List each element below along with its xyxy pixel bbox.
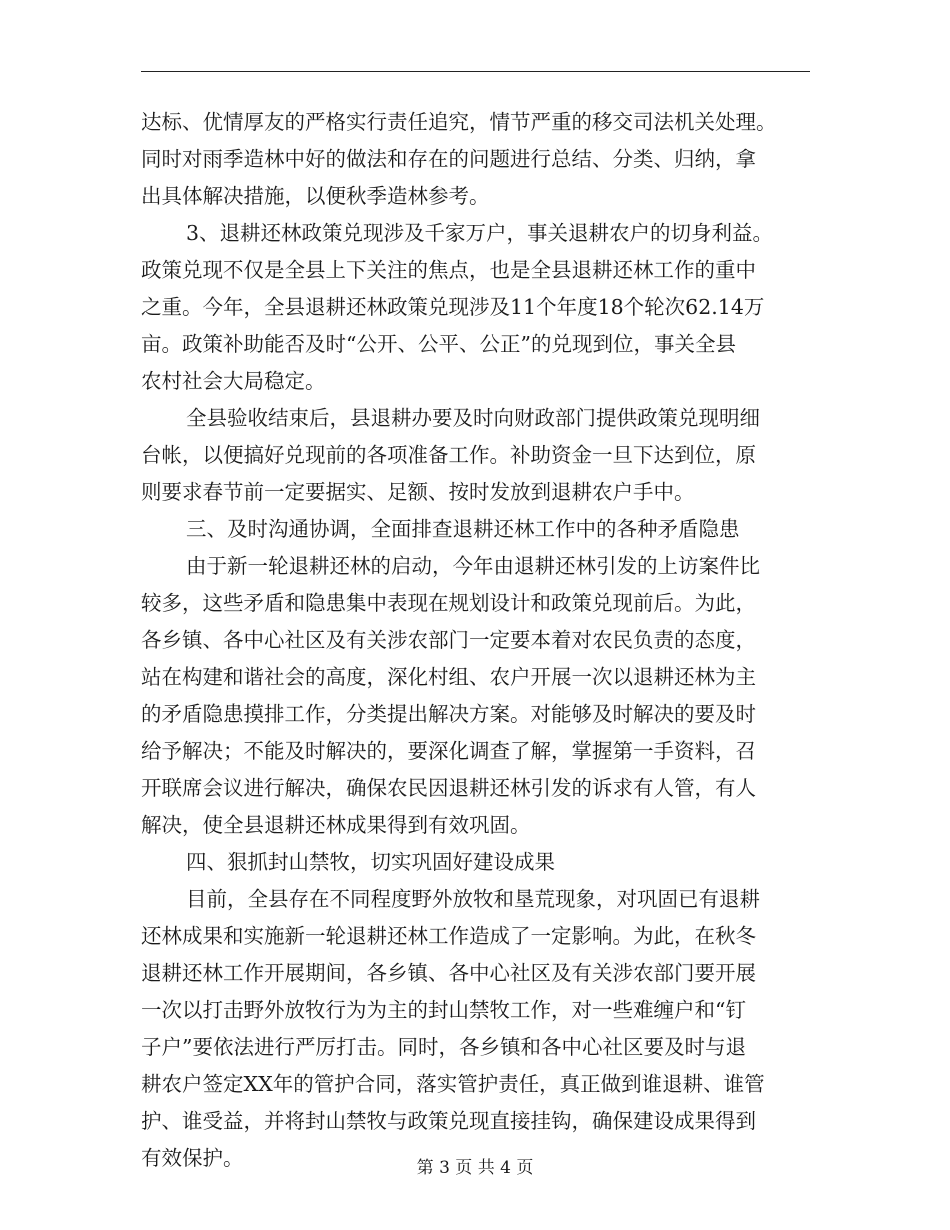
text-line: 全县验收结束后，县退耕办要及时向财政部门提供政策兑现明细	[186, 406, 760, 430]
header-rule	[141, 71, 810, 72]
text-line: 农村社会大局稳定。	[141, 369, 326, 393]
text-line: 子户”要依法进行严厉打击。同时，各乡镇和各中心社区要及时与退	[141, 1035, 746, 1059]
text-line: 的矛盾隐患摸排工作，分类提出解决方案。对能够及时解决的要及时	[141, 702, 756, 726]
document-body	[141, 104, 810, 1177]
section-heading: 四、狠抓封山禁牧，切实巩固好建设成果	[186, 850, 555, 874]
text-line: 之重。今年，全县退耕还林政策兑现涉及11个年度18个轮次62.14万	[141, 295, 765, 319]
text-line: 出具体解决措施，以便秋季造林参考。	[141, 184, 490, 208]
text-line: 各乡镇、各中心社区及有关涉农部门一定要本着对农民负责的态度，	[141, 628, 756, 652]
section-heading: 三、及时沟通协调，全面排查退耕还林工作中的各种矛盾隐患	[186, 517, 740, 541]
text-line: 由于新一轮退耕还林的启动，今年由退耕还林引发的上访案件比	[186, 554, 760, 578]
text-line: 则要求春节前一定要据实、足额、按时发放到退耕农户手中。	[141, 480, 695, 504]
text-line: 开联席会议进行解决，确保农民因退耕还林引发的诉求有人管，有人	[141, 776, 756, 800]
text-line: 亩。政策补助能否及时“公开、公平、公正”的兑现到位，事关全县	[141, 332, 736, 356]
text-line: 退耕还林工作开展期间，各乡镇、各中心社区及有关涉农部门要开展	[141, 961, 756, 985]
text-line: 目前，全县存在不同程度野外放牧和垦荒现象，对巩固已有退耕	[186, 887, 760, 911]
text-line: 给予解决；不能及时解决的，要深化调查了解，掌握第一手资料，召	[141, 739, 756, 763]
text-line: 较多，这些矛盾和隐患集中表现在规划设计和政策兑现前后。为此，	[141, 591, 756, 615]
page-number-footer: 第 3 页 共 4 页	[416, 1158, 534, 1178]
text-line: 3、退耕还林政策兑现涉及千家万户，事关退耕农户的切身利益。	[186, 221, 774, 245]
text-line: 解决，使全县退耕还林成果得到有效巩固。	[141, 813, 531, 837]
text-line: 护、谁受益，并将封山禁牧与政策兑现直接挂钩，确保建设成果得到	[141, 1109, 756, 1133]
text-line: 还林成果和实施新一轮退耕还林工作造成了一定影响。为此，在秋冬	[141, 924, 756, 948]
text-line: 政策兑现不仅是全县上下关注的焦点，也是全县退耕还林工作的重中	[141, 258, 756, 282]
text-line: 台帐，以便搞好兑现前的各项准备工作。补助资金一旦下达到位，原	[141, 443, 756, 467]
text-line: 站在构建和谐社会的高度，深化村组、农户开展一次以退耕还林为主	[141, 665, 756, 689]
text-line: 有效保护。	[141, 1146, 244, 1170]
text-line: 一次以打击野外放牧行为为主的封山禁牧工作，对一些难缠户和“钉	[141, 998, 746, 1022]
text-line: 耕农户签定XX年的管护合同，落实管护责任，真正做到谁退耕、谁管	[141, 1072, 765, 1096]
text-line: 同时对雨季造林中好的做法和存在的问题进行总结、分类、归纳，拿	[141, 147, 756, 171]
text-line: 达标、优情厚友的严格实行责任追究，情节严重的移交司法机关处理。	[141, 110, 777, 134]
